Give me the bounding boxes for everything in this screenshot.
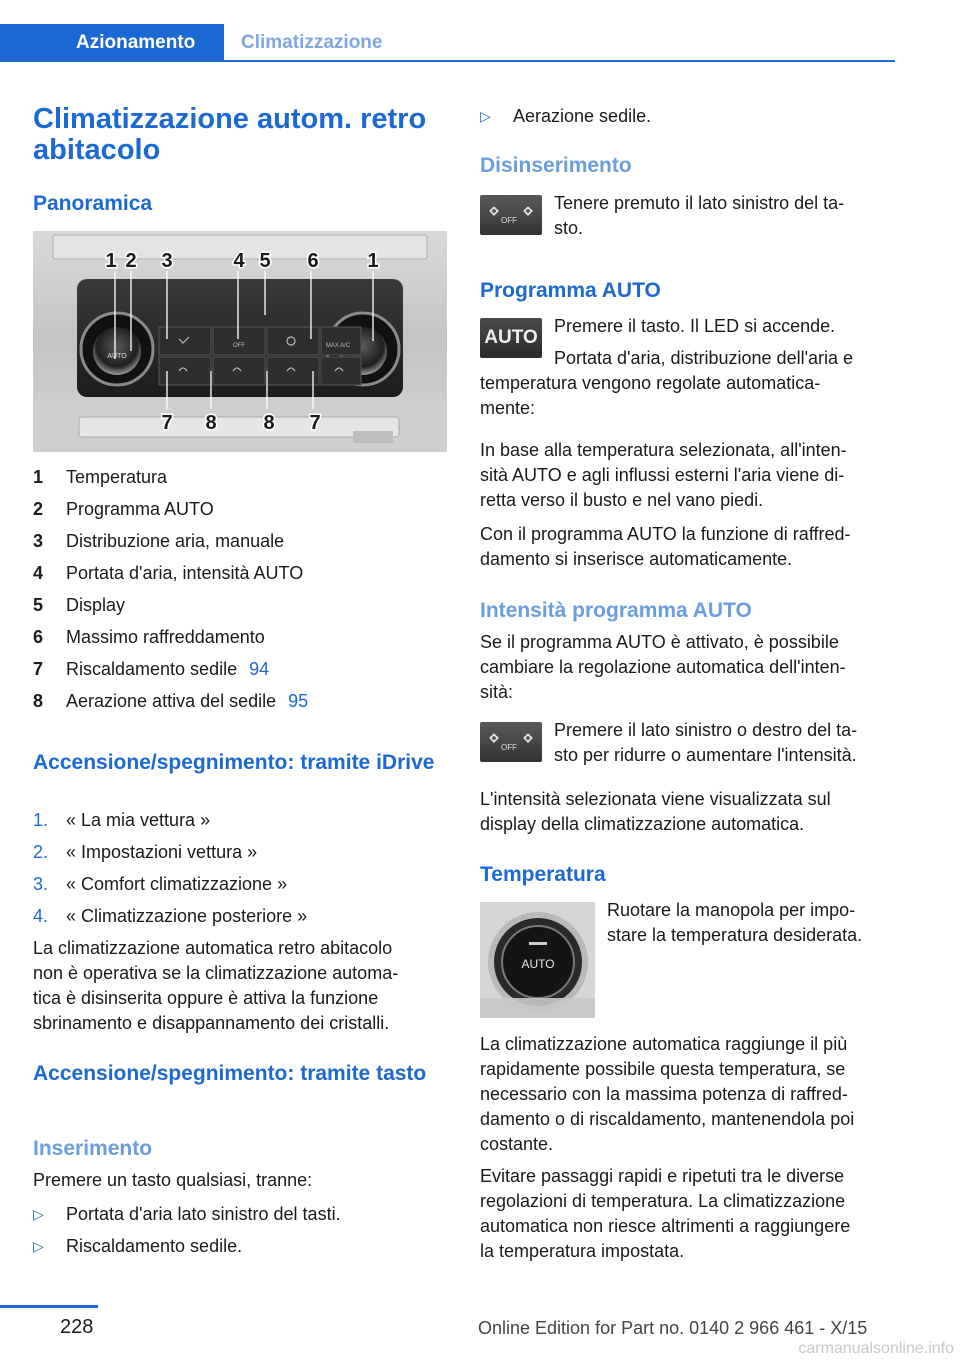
triangle-bullet-icon: ▷ bbox=[33, 1206, 44, 1222]
auto-text-b-first: Portata d'aria, distribuzione dell'aria e bbox=[554, 348, 854, 368]
callout-1-left: 1 bbox=[105, 250, 117, 272]
knob-auto-label: AUTO bbox=[107, 353, 127, 360]
intensity-button-icon bbox=[480, 722, 542, 762]
off-button-label: OFF bbox=[233, 343, 245, 349]
callout-1-right: 1 bbox=[367, 250, 379, 272]
control-panel-illustration bbox=[33, 231, 447, 452]
knob-auto-label: AUTO bbox=[521, 957, 555, 971]
auto-text-d: Con il programma AUTO la funzione di raffred‐ damento si inserisce automaticamente. bbox=[480, 524, 851, 569]
temperature-text-a: La climatizzazione automatica raggiunge il più rapidamente possibile questa temperatura, se necessario con la massima potenza di raffred‐ damento o di riscaldamento, mantenendola poi costante. bbox=[480, 1034, 855, 1154]
temperature-heading: Temperatura bbox=[480, 863, 606, 886]
callout-3: 3 bbox=[161, 250, 173, 272]
page-number: 228 bbox=[60, 1316, 94, 1338]
fan-off-button-icon bbox=[480, 195, 542, 235]
temperature-knob-photo bbox=[480, 902, 595, 1018]
edition-note: Online Edition for Part no. 0140 2 966 461 - X/15 bbox=[478, 1318, 868, 1338]
triangle-bullet-icon: ▷ bbox=[33, 1238, 44, 1254]
callout-8-left: 8 bbox=[205, 412, 217, 434]
header-rule bbox=[0, 60, 895, 62]
chapter-title: Climatizzazione autom. retro abitacolo bbox=[33, 103, 427, 166]
page-ref-link[interactable]: 94 bbox=[249, 659, 270, 679]
auto-button-icon: AUTO bbox=[480, 318, 542, 358]
control-panel-photo bbox=[33, 231, 447, 452]
intensity-icon-text: Premere il lato sinistro o destro del ta‐ sto per ridurre o aumentare l'intensità. bbox=[554, 720, 858, 765]
page-ref-link[interactable]: 95 bbox=[288, 691, 309, 711]
watermark: carmanualsonline.info bbox=[798, 1340, 954, 1357]
on-heading: Inserimento bbox=[33, 1137, 153, 1160]
auto-text-c: In base alla temperatura selezionata, all'inten‐ sità AUTO e agli influssi esterni l'aria viene di‐ retta verso il busto e nel vano piedi. bbox=[480, 440, 847, 510]
fan-icon bbox=[480, 722, 542, 762]
callout-4: 4 bbox=[233, 250, 245, 272]
off-text: Tenere premuto il lato sinistro del ta‐ sto. bbox=[554, 193, 845, 238]
auto-text-a: Premere il tasto. Il LED si accende. bbox=[554, 316, 836, 336]
auto-text-b-rest: temperatura vengono regolate automatica‐ mente: bbox=[480, 373, 821, 418]
triangle-bullet-icon: ▷ bbox=[480, 108, 491, 124]
off-label: OFF bbox=[501, 743, 517, 752]
button-heading: Accensione/spegnimento: tramite tasto bbox=[33, 1062, 427, 1085]
intensity-note: L'intensità selezionata viene visualizzata sul display della climatizzazione automatica. bbox=[480, 789, 831, 834]
temperature-icon-text: Ruotare la manopola per impo‐ stare la temperatura desiderata. bbox=[607, 900, 863, 945]
fan-icon bbox=[480, 195, 542, 235]
idrive-note: La climatizzazione automatica retro abitacolo non è operativa se la climatizzazione automa‐ tica è disinserita oppure è attiva la funzione sbrinamento e disappannamento dei cristalli. bbox=[33, 938, 399, 1033]
callout-5: 5 bbox=[259, 250, 271, 272]
intensity-text: Se il programma AUTO è attivato, è possibile cambiare la regolazione automatica dell'inten‐ sità: bbox=[480, 632, 846, 702]
temperature-text-b: Evitare passaggi rapidi e ripetuti tra le diverse regolazioni di temperatura. La climatizzazione automatica non riesce altrimenti a raggiungere la temperatura impostata. bbox=[480, 1166, 851, 1261]
callout-7-right: 7 bbox=[309, 412, 321, 434]
on-text: Premere un tasto qualsiasi, tranne: bbox=[33, 1170, 313, 1190]
max-ac-button-label: MAX A/C bbox=[325, 343, 351, 349]
idrive-heading: Accensione/spegnimento: tramite iDrive bbox=[33, 751, 435, 774]
overview-heading: Panoramica bbox=[33, 192, 153, 215]
intensity-heading: Intensità programma AUTO bbox=[480, 599, 752, 622]
auto-heading: Programma AUTO bbox=[480, 279, 661, 302]
callout-7-left: 7 bbox=[161, 412, 173, 434]
off-label: OFF bbox=[501, 216, 517, 225]
tab-azionamento[interactable]: Azionamento bbox=[0, 24, 224, 62]
callout-6: 6 bbox=[307, 250, 319, 272]
off-heading: Disinserimento bbox=[480, 154, 632, 177]
callout-8-right: 8 bbox=[263, 412, 275, 434]
footer-rule bbox=[0, 1305, 98, 1308]
callout-2: 2 bbox=[125, 250, 137, 272]
tab-climatizzazione[interactable]: Climatizzazione bbox=[241, 32, 383, 53]
header-tabs bbox=[0, 24, 895, 62]
temperature-knob-illustration bbox=[480, 902, 595, 1018]
